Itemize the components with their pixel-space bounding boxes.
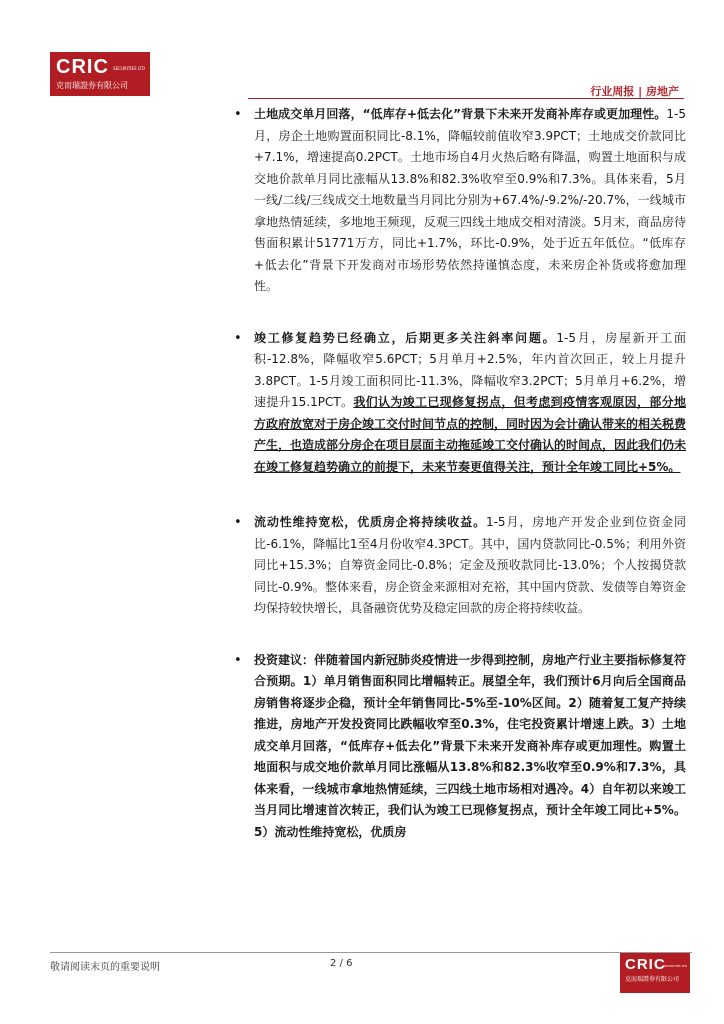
- paragraph-investment: [234, 650, 687, 844]
- paragraph-text: 1-5月，房屋新开工面积-12.8%，降幅收窄5.6PCT；5月单月+2.5%，年内首次回正，较上月提升3.8PCT。1-5月竣工面积同比-11.3%，降幅收窄3.2PCT；5月单月+6.2%，增速提升15.1PCT。: [254, 330, 686, 409]
- logo-sub: SECURITIES LTD: [663, 964, 687, 968]
- logo-company-name: 克而瑞證券有限公司: [625, 976, 680, 983]
- disclaimer-note: 敬请阅读末页的重要说明: [50, 962, 160, 973]
- bullet-icon: •: [234, 515, 242, 530]
- footer-divider: [50, 952, 692, 953]
- header-divider: [248, 98, 684, 99]
- logo-brand: CRIC: [56, 56, 109, 78]
- paragraph-underlined-text: 我们认为竣工已现修复拐点，但考虑到疫情客观原因，部分地方政府放宽对于房企竣工交付时间节点的控制，同时因为会计确认带来的相关税费产生，也造成部分房企在项目层面主动拖延竣工交付确认的时间点，因此我们仍未在竣工修复趋势确立的前提下，未来节奏更值得关注，预计全年竣工同比+5%。: [254, 395, 687, 474]
- paragraph-text: 1-5月，房地产开发企业到位资金同比-6.1%，降幅比1至4月份收窄4.3PCT。其中，国内贷款同比-0.5%；利用外资同比+15.3%；自筹资金同比-0.8%；定金及预收款同比-13.0%；个人按揭贷款同比-0.9%。整体来看，房企资金来源相对充裕，其中国内贷款、发债等自筹资金均保持较快增长，具备融资优势及稳定回款的房企将持续收益。: [254, 515, 686, 615]
- paragraph-completion: [234, 328, 687, 479]
- bullet-icon: •: [234, 107, 242, 122]
- page-number: 2 / 6: [330, 958, 353, 969]
- paragraph-heading: 土地成交单月回落，“低库存+低去化”背景下未来开发商补库存或更加理性。: [254, 107, 667, 121]
- paragraph-land: [234, 104, 686, 298]
- footer-logo: [620, 953, 690, 993]
- logo-company-name: 克而瑞證券有限公司: [56, 81, 128, 90]
- paragraph-heading: 投资建议：伴随着国内新冠肺炎疫情进一步得到控制，房地产行业主要指标修复符合预期。1）单月销售面积同比增幅转正。展望全年，我们预计6月向后全国商品房销售将逐步企稳，预计全年销售同比-5%至-10%区间。2）随着复工复产持续推进，房地产开发投资同比跌幅收窄至0.3%，住宅投资累计增速上跌。3）土地成交单月回落，“低库存+低去化”背景下未来开发商补库存或更加理性。购置土地面积与成交地价款单月同比涨幅从13.8%和82.3%收窄至0.9%和7.3%，具体来看，一线城市拿地热情延续，三四线土地市场相对遇冷。4）自年初以来竣工当月同比增速首次转正，我们认为竣工已现修复拐点，预计全年竣工同比+5%。5）流动性维持宽松，优质房: [254, 652, 687, 839]
- report-body: [234, 104, 687, 843]
- bullet-icon: •: [234, 330, 242, 346]
- logo-sub: SECURITIES LTD: [113, 66, 145, 71]
- bullet-icon: •: [234, 652, 242, 668]
- report-category: 行业周报 | 房地产: [590, 85, 679, 98]
- paragraph-text: 1-5月，房企土地购置面积同比-8.1%，降幅较前值收窄3.9PCT；土地成交价款同比+7.1%，增速提高0.2PCT。土地市场自4月火热后略有降温，购置土地面积与成交地价款单月同比涨幅从13.8%和82.3%收窄至0.9%和7.3%。具体来看，5月一线/二线/三线成交土地数量当月同比分别为+67.4%/-9.2%/-20.7%，一线城市拿地热情延续，多地地王频现，反观三四线土地成交相对清淡。5月末，商品房待售面积累计51771万方，同比+1.7%，环比-0.9%，处于近五年低位。“低库存+低去化”背景下开发商对市场形势依然持谨慎态度，未来房企补货或将愈加理性。: [254, 107, 686, 293]
- logo-brand: CRIC: [625, 956, 666, 973]
- paragraph-heading: 流动性维持宽松，优质房企将持续收益。: [254, 515, 486, 529]
- paragraph-liquidity: [234, 512, 686, 620]
- paragraph-heading: 竣工修复趋势已经确立，后期更多关注斜率问题。: [254, 330, 557, 345]
- company-logo: [50, 52, 150, 96]
